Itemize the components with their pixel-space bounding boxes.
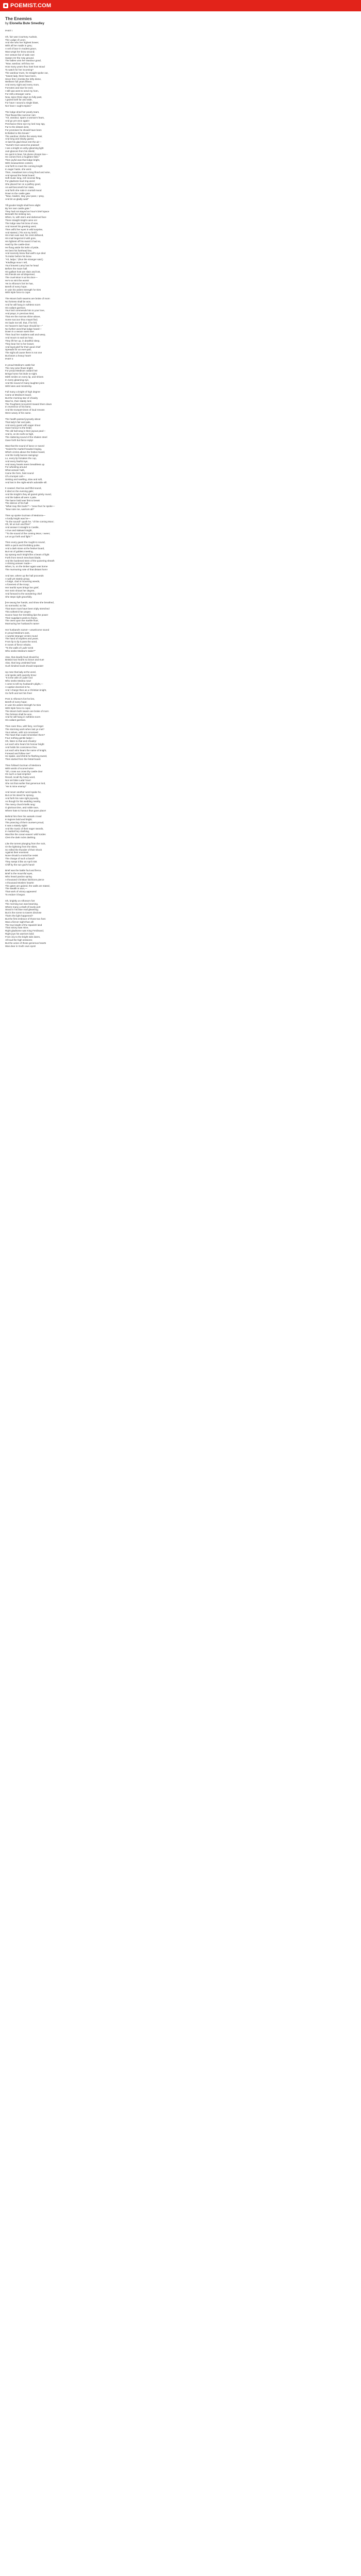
poem-stanza: Her husband's name!—unwelcome sound In proud Medina's ears, A woeful stranger circles round The hand of trophies and years. From lip to lip it pass the word, In tones of fierce rebuke, "To the walls of Lads' tomb Who seeks Medina's stake?" (5, 628, 50, 652)
poem-author-link[interactable]: Elonella Bute Smedley (9, 22, 44, 25)
poem-stanza: Then every guest the rought-to sound, With a quick and throbbing pulse, And a dark stone at the festive board, But not of goblets meeting, Up sprang each knight like a beam of light Forth from trench trenchant blade, And the burdened stem of the quivering sheath A shining answer made— When, lo, on the timber again was borne The murmuring note of that distant horn! (5, 541, 55, 571)
poem-stanza: PART I (5, 29, 13, 32)
poem-stanza: In proud Medina's castle fair The rosy wine flows bright; For proud Medina's valiant heir Brings home his bride to-night. Mirth smiles on every lip, and shines In every gleaming eye, And the sound of many laughter joins With lutes and minstrelsy. (5, 363, 44, 387)
poem-stanza: Pent in Alfonso's fort he lies, Bereft of every hope; In vain his ardent strength he tries With triple force to cope; The Moors both swarm are broke of morn The fortress shall be won, And he will hang in ruthless scorn His valiant garrison. (5, 698, 49, 722)
poem-stanza: Up rose that lady at the word, And spoke with queenly brow: "It is the wife of Ladis' lord Who seeks Medina now! I come to tell my husband's plight,— A captive doomed is he, And I charge thee as a Christian knight, Go forth and set him free! (5, 670, 47, 694)
poem-stanza: It ceased, that low and fitful sound, It died on the evening gale; And the knight's they all gazed grimly round, And the ladies all were 4 pale. The baron bold was first to break The silence of his hall: "What may this bode?"—"wow thus he spoke— "Now note me, warriors all!" (5, 487, 55, 511)
poem-stanza: Till gooder knight shall here alight By her own castle gate." They had not stayed an hour's brief space Beneath the sinking sun, When, lo, with stern and darkened face There straight knight came on! The lodge saw his brow of woe, And marvel his greeting went; Then will'd her eyes in wild surprise, And started, ('Tis not my lord!') His mien was sad, his crest defaced, His mail begemm'd with gore, His lightest off his sword it had so, Hard by the castle-door. He flung aside his helm of pride, He bent his forehead low, And scarcely knew that well's eye died To traitor before his brow. "Ah, ladye," (thus the stranger said,) "Kindlings mour I tell, Your bravest Lamy has he head Before the maze hall. His gallant host are slain and lost, His friends are all dispersed, The cruel Moor is at his door— He's so mini the worst! Yet is Alfonso's fort he has, Bereft of every hope; In vain his ardent strength he tries With triple force to cope. (5, 204, 50, 294)
poem-stanza: Full many a knight of high degree Came at Medina's board, But the morning star of chivalry Was he, their stately lord. The Toughtest recounts'd toward them down In reverence of his fame, And the trumpet-times of loud renown Were weary of his name. (5, 391, 52, 415)
poem-stanza: Oh, brightly on Alfonso's fort The morning sun was beaming, Where many a shaft of lovely port Stood in his blue mail gleaming; But is the scene to towers disclose That's the light happened? But the first embrace of those two foes Was a fiercer sight than all! The true knight of the Spanish land That victory was mine, Right gladsome was King Ferdinand, Right joys his warriors bold; From city to the bright side dares, All loud the high sessions; But the union of those generous hearts Was dear in God's own eyes! (5, 899, 46, 947)
poem-stanza: The health passed joyously about That lady's fair and pale, And every guest with eager shout Gave honour to the bride; The old hall rang in their joyous peal— And lo, on its roofs so high, The clattering sound of the shaken steel Gave forth but fierce reply! (5, 417, 47, 442)
poemist-logo-icon[interactable] (3, 3, 8, 8)
site-header (0, 0, 361, 11)
poem-stanza: Then followd Guzman of Medonra With words of scornel wine: "Oh, cross our cross thy castle door On such a mad emprise! Recall, recall thy hasty word, Nor set false Lada' hour! She not that earlier that generous lord, "He is mine enemy!" (5, 764, 46, 788)
poem-stanza: The lodge dried her pearly tears, That flowed like summer rain: "Ah, wardour, spare a woman's fears, And go yet once again! Perchance thine eye my lord may spy, Far to the distant west, For promises he should have been Enfolded to this breast." The wardour climbe the weary stair, And long and slowly gazed, At last his glad shout rent the air— "Hurrah! God cannot be praised! I see a knight on ashy-gleaming light Just glances from his shield; He quick is bear, his plume droops low— He comes from a foughten field." Then joyful was that lodge bright, With measureless content, And forth to meet the coming knight In eager haste, she went. Then, meadows tore a long flood and wine, And spread the festal board; Soft music long, rich incense fling, For gladness loud ring word; She placed her on a palfrey good, As well becometh her state, And forth she rode in mortall mood Down to the castle gate. "Now, maiden, stay your pace, I pray, And let us gladly wait!" (5, 110, 51, 201)
poem-stanza: Behind him then his vassals crowd In legions bold and bright; The prancing of their coursers proud, It was a stately sight! And the music of their eager swords, In martial fury clashing, Was like the ocean-waves' wild hordes Clem the dark rocks dashing. (5, 815, 46, 839)
poem-byline (5, 22, 356, 25)
poem-stanza: Oh, fair was Courtney Audrain, The Lodge of Leon; And she who her highest bower, With all her maids in grey; A veil of lace in modest grace, Was wrapt her brow around; Her vesture fair of satin rare Swept o'er the rosy ground. The ladies unto her wardour good, "Now, wardour, tell thou me How many years thou hast host stood To watch for her incoming? The wardour trues, he straight spoke out, "Sweet lady, there have been, Since first I clomba the lofty dome, Wellnere full years fifteen. And every night and every morn, Fornotes and sixe for ever, I still was went to send my horn, For still a stranger came. Now, twice three days so fully past, I gazed both far and wide, For have I wound a single blast, Nor have I ought espied." (5, 35, 48, 108)
poem-container (0, 11, 361, 2576)
poem-stanza: Like the torrent plunging from the rock, Or the lightning from the skies, So rolled the thunder of their shock Against their enemies! None should a mortal foe resist The charge of such a band? They swept it like an April mist Chiff by the sun god's hand! (5, 842, 46, 866)
poem-stanza: And never another word spake he, But on his steed he sprang, And forth his note right joyously, As though for his wedding nearby, The merry church-bells rang: O glorious time, and noble race, Where hate to honour thus gave place! (5, 791, 46, 812)
site-logo-text[interactable]: POEMIST.COM (10, 3, 52, 9)
poem-stanza: The Moors both swarms are broke of morn No fortress shall be won, And he will hang in ruthless scorn His valiant garrison. Your lord commends him to your love, And prays, in precious kind, That ere the morrow shine above, Some succour thou mayst find; He bade me tell, that, if he fell, He heaven's last hope should be—" No further word that lodge heard— Down in a swoon sank she! Then loud her maidens wail and weep, And mourn to wail an hour, They lift her up, in deathful sleep, They bear her to her bower, And loyal grief for their good chief Spreads for an ever-part, The sight all cause there is not one But bears a heavy heart! PART II (5, 297, 50, 360)
poem-stanza: [He swung her hands, and show she breathed, So sorrowful, so fair, That tears must have been triply stretched This softest'd her prayer. Scarce have her trembling lips the power Their suppliant words to frame, The ones upon the marble floor, Murmuring her husband's name! (5, 601, 54, 625)
poem-stanza: Was that the sound of lance or sword "Gainst the marbel-headed ringing, Which circles above the festive board, And the lordly barons swinging! Lo, every lip forsakes the cup, And every fearful eye, And many hearts seem breathless up For wheeling around What answer hath, Came the form, faint sound Of a trumpet call— Sinking and swelling, slow and soft, And lost in the night-wind's adorable sill. (5, 445, 47, 484)
poem-stanza: Then rarer thou, with fiery, not forget The storming work when last ye met? Your selves, with not conceived The heart that could remember them? Four nothing gentle ladye— Oh, listen to that and chivalry! Let each who hears his honour bright And holds his conscience free, Let each who bears the name of knight, Forward and follow me!" He spake, and shrink he flashing sword, Then darted from the festal board. (5, 724, 47, 761)
by-label: by (5, 22, 9, 25)
poem-stanza: Alas, that deadly feud should be Betwixt two hearts so brave and true! Alas, that long unstinted heat Such kindred souls should separate! (5, 655, 44, 668)
poem-body (5, 29, 356, 947)
poem-stanza: Brief was the battle foul and fierce, Brief to the mournful eyes, Who heard pardon spring A thousand Christian falchions pierce A thousand Moslem hearts! The gates are gained, the walls are stated, The stealth is won,— That work of victory appeared To endure it begun. (5, 869, 50, 896)
poem-stanza: And see, where up the hall proceeds A wall yet stately group, A lodge, clad in mourning weeds, A forerrest of the troop; Her tearful eyes brings her grief, Her mein shows her degree, And forward to the wondering chief She steps right gracefully. (5, 574, 44, 598)
poem-title: The Enemies (5, 16, 32, 21)
poem-stanza: Then up spoke Guzman of Medonra— A lordly knight was he— "To the sound!" quoth he, "of the coming Moor; Oh, let us turn and flee!" And answer it straight to Castile, A true and stalwart knight, ""To the sound of the coming Moor, I ween; Let us go forth and fight."" (5, 514, 54, 538)
